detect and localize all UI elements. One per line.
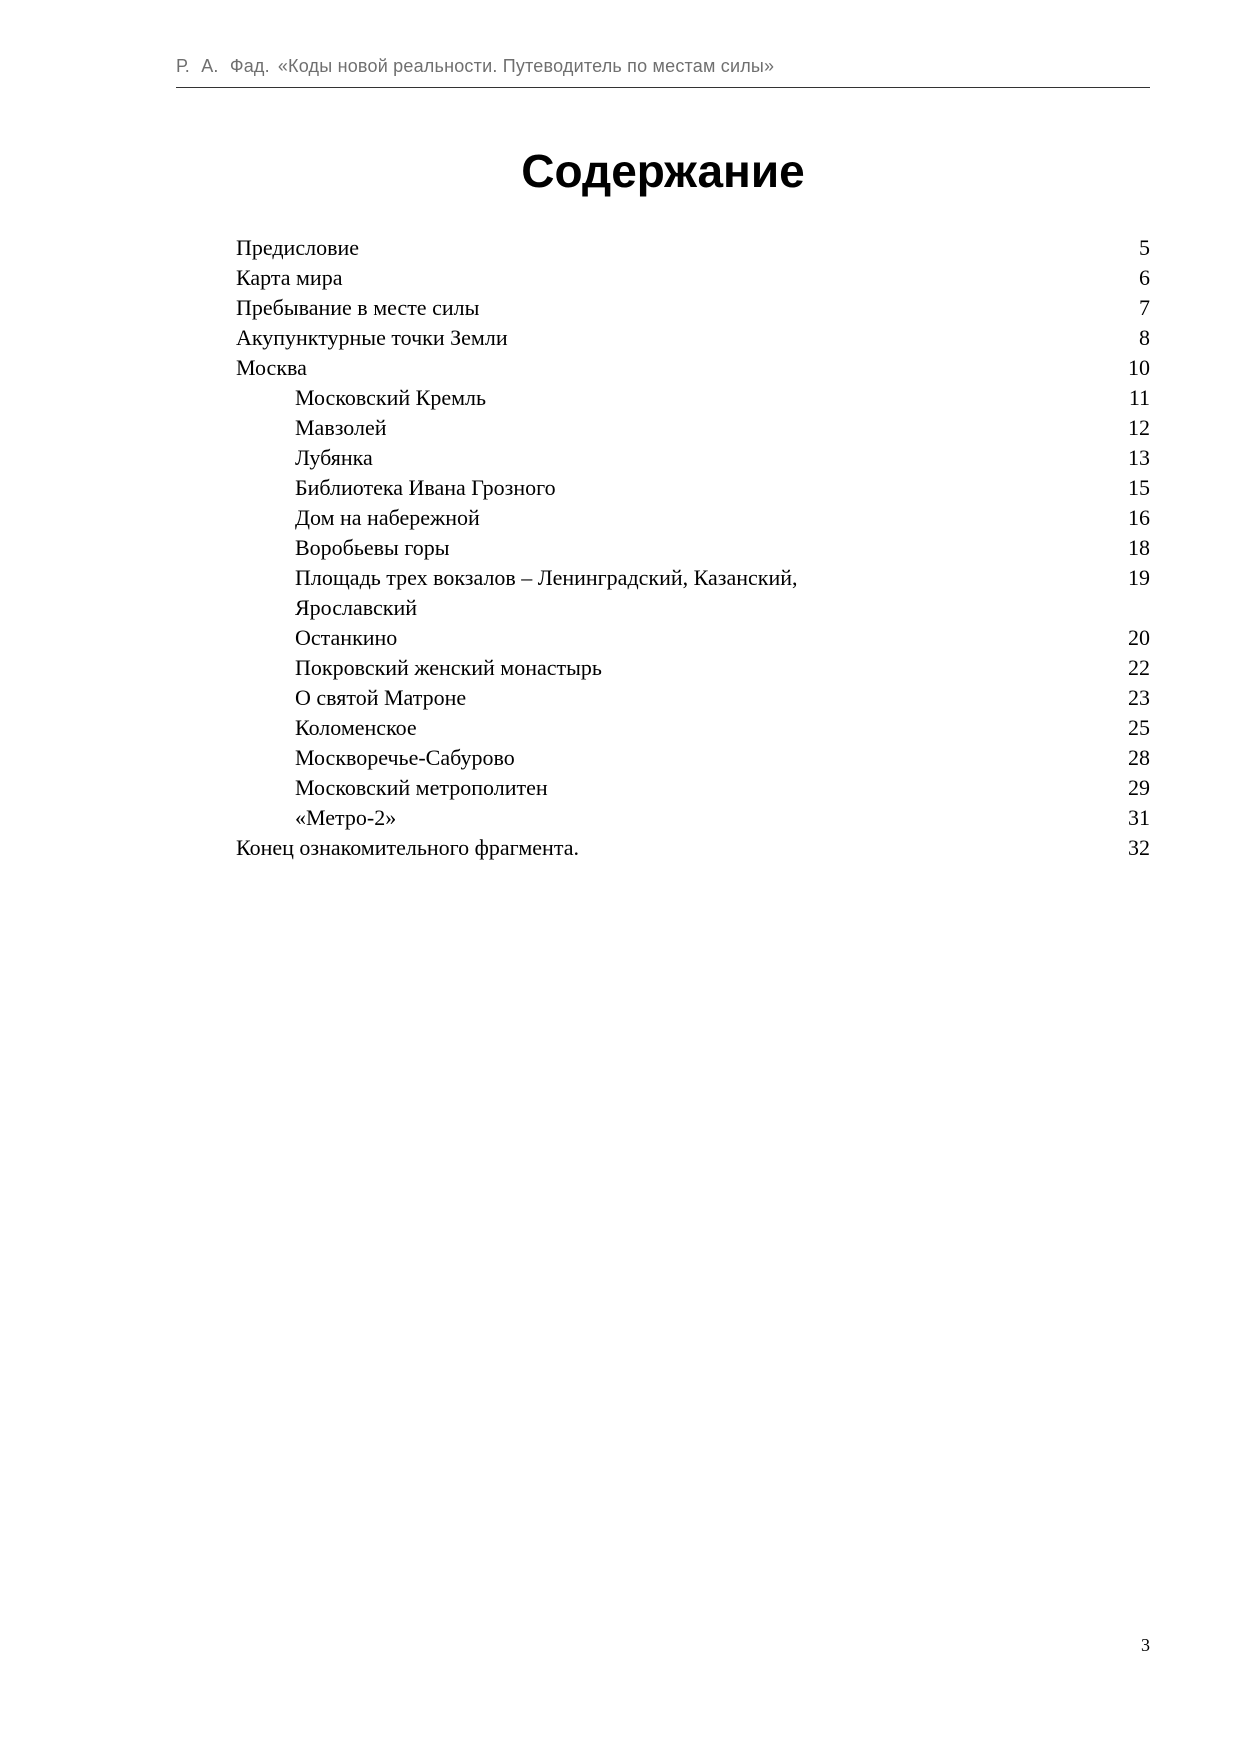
- toc-entry-page: 10: [1128, 355, 1150, 380]
- toc-entry-title: Мавзолей: [295, 415, 387, 440]
- toc-entry-title: Московский метрополитен: [295, 775, 548, 800]
- toc-entry[interactable]: [236, 803, 1150, 833]
- toc-entry-title: Воробьевы горы: [295, 535, 450, 560]
- toc-entry[interactable]: [236, 653, 1150, 683]
- toc-entry-title: Дом на набережной: [295, 505, 480, 530]
- toc-entry[interactable]: [236, 563, 1150, 623]
- toc-entry-page: 22: [1128, 655, 1150, 680]
- toc-entry-title: Предисловие: [236, 235, 359, 260]
- toc-entry[interactable]: [236, 683, 1150, 713]
- page-number: 3: [1141, 1635, 1150, 1655]
- toc-entry[interactable]: [236, 713, 1150, 743]
- toc-entry-title: Акупунктурные точки Земли: [236, 325, 508, 350]
- toc-entry[interactable]: [236, 383, 1150, 413]
- toc-entry[interactable]: [236, 503, 1150, 533]
- toc-entry-page: 25: [1128, 715, 1150, 740]
- table-of-contents: [236, 233, 1150, 863]
- toc-entry-page: 23: [1128, 685, 1150, 710]
- toc-entry[interactable]: [236, 443, 1150, 473]
- toc-entry-title: «Метро-2»: [295, 805, 397, 830]
- toc-entry-page: 28: [1128, 745, 1150, 770]
- toc-entry[interactable]: [236, 323, 1150, 353]
- header-book-title: «Коды новой реальности. Путеводитель по местам силы»: [277, 56, 775, 76]
- toc-entry[interactable]: [236, 773, 1150, 803]
- toc-entry-page: 11: [1128, 385, 1150, 410]
- toc-entry-title: Москва: [236, 355, 307, 380]
- toc-entry-page: 13: [1128, 445, 1150, 470]
- toc-entry-title: Покровский женский монастырь: [295, 655, 602, 680]
- toc-entry-page: 5: [1139, 235, 1150, 260]
- toc-entry[interactable]: [236, 473, 1150, 503]
- toc-entry-page: 15: [1128, 475, 1150, 500]
- header-author: Р. А. Фад.: [176, 56, 270, 76]
- toc-entry-title: Москворечье-Сабурово: [295, 745, 515, 770]
- toc-entry-page: 7: [1139, 295, 1150, 320]
- toc-entry[interactable]: [236, 293, 1150, 323]
- toc-entry-title: Пребывание в месте силы: [236, 295, 480, 320]
- toc-entry-page: 8: [1139, 325, 1150, 350]
- toc-entry[interactable]: [236, 743, 1150, 773]
- toc-entry-title: Лубянка: [295, 445, 373, 470]
- toc-entry[interactable]: [236, 233, 1150, 263]
- toc-entry-page: 18: [1128, 535, 1150, 560]
- toc-entry-page: 29: [1128, 775, 1150, 800]
- toc-entry-page: 31: [1128, 805, 1150, 830]
- toc-entry-title: Останкино: [295, 625, 398, 650]
- toc-entry-title: Конец ознакомительного фрагмента.: [236, 835, 579, 860]
- toc-entry[interactable]: [236, 533, 1150, 563]
- toc-entry-page: 32: [1128, 835, 1150, 860]
- toc-entry-page: 20: [1128, 625, 1150, 650]
- toc-entry-page: 12: [1128, 415, 1150, 440]
- header-rule: [176, 87, 1150, 88]
- toc-entry-title: Коломенское: [295, 715, 417, 740]
- toc-entry[interactable]: [236, 263, 1150, 293]
- toc-entry[interactable]: [236, 833, 1150, 863]
- toc-entry[interactable]: [236, 413, 1150, 443]
- toc-entry-title: О святой Матроне: [295, 685, 467, 710]
- toc-entry-title: Площадь трех вокзалов – Ленинградский, Казанский, Ярославский: [295, 565, 798, 620]
- toc-entry-page: 19: [1128, 565, 1150, 590]
- toc-entry-title: Московский Кремль: [295, 385, 487, 410]
- toc-entry-page: 6: [1139, 265, 1150, 290]
- toc-entry-title: Карта мира: [236, 265, 343, 290]
- toc-entry-page: 16: [1128, 505, 1150, 530]
- toc-entry[interactable]: [236, 353, 1150, 383]
- page-title: Содержание: [521, 145, 805, 197]
- toc-entry[interactable]: [236, 623, 1150, 653]
- toc-entry-title: Библиотека Ивана Грозного: [295, 475, 556, 500]
- running-header: [176, 56, 774, 77]
